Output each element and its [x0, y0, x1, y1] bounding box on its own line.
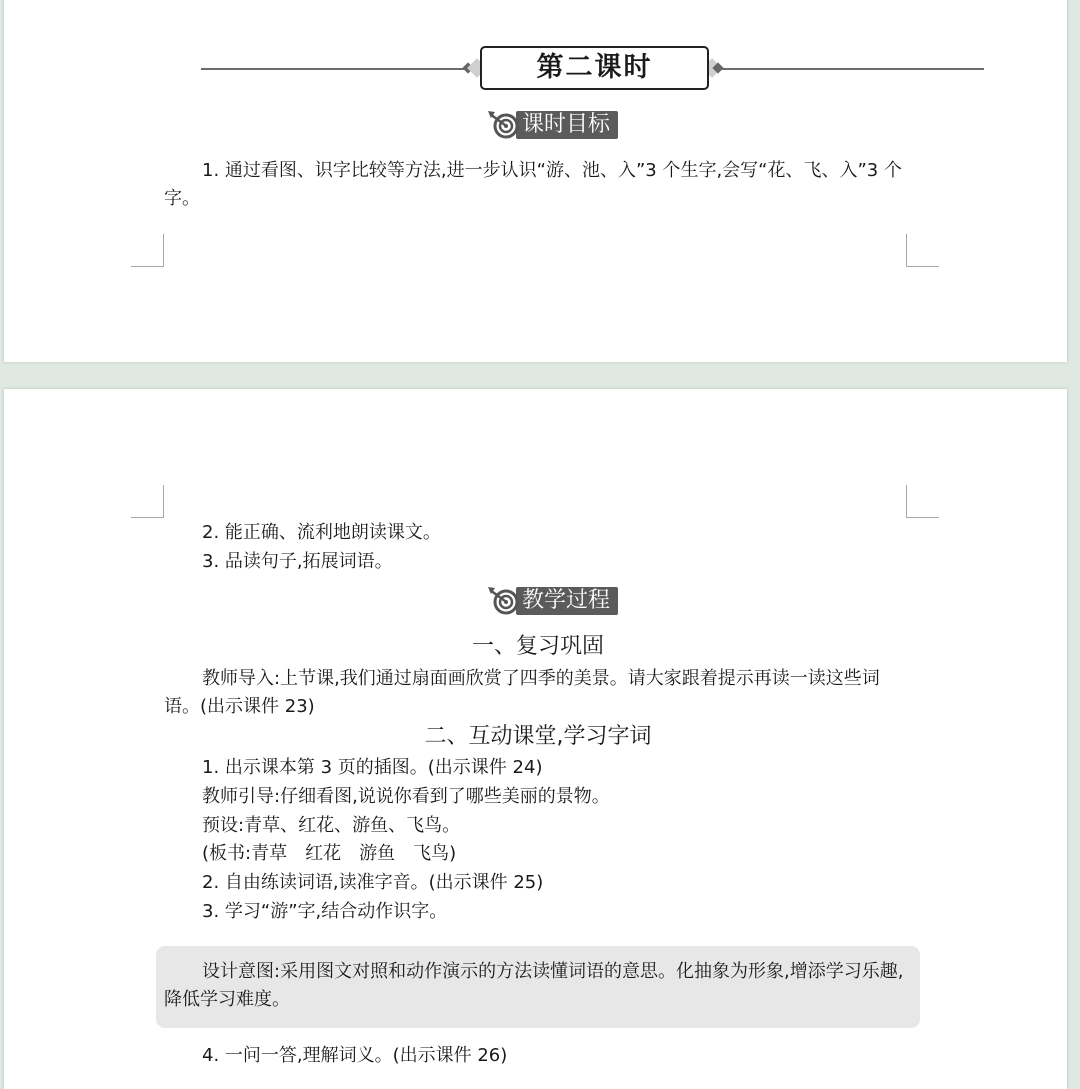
document-page-2	[4, 389, 1067, 1089]
objective-item-2: 2. 能正确、流利地朗读课文。	[202, 522, 441, 543]
crop-mark-top-left	[131, 485, 164, 518]
header-rule-left	[201, 68, 467, 70]
section-2-line-2: 教师引导:仔细看图,说说你看到了哪些美丽的景物。	[202, 786, 610, 807]
crop-mark-top-right	[906, 485, 939, 518]
document-page-1	[4, 0, 1067, 362]
objectives-badge-label: 课时目标	[516, 111, 618, 139]
design-intent-text: 设计意图:采用图文对照和动作演示的方法读懂词语的意思。化抽象为形象,增添学习乐趣,降低学习难度。	[164, 961, 904, 1010]
board-word: 游鱼	[359, 843, 396, 864]
blackboard-words	[164, 840, 912, 868]
lesson-title: 第二课时	[480, 46, 709, 90]
crop-mark-top-left	[131, 234, 164, 267]
section-2-line-1: 1. 出示课本第 3 页的插图。(出示课件 24)	[202, 757, 543, 778]
target-icon	[488, 110, 520, 140]
design-intent-box	[156, 946, 920, 1028]
section-2-line-6: 3. 学习“游”字,结合动作识字。	[202, 901, 448, 922]
crop-mark-top-right	[906, 234, 939, 267]
board-word: 青草	[251, 843, 288, 864]
section-heading-2: 二、互动课堂,学习字词	[424, 724, 652, 749]
section-2-line-7: 4. 一问一答,理解词义。(出示课件 26)	[202, 1045, 508, 1066]
process-badge	[488, 586, 618, 616]
target-icon	[488, 586, 520, 616]
board-prefix: (板书:	[202, 843, 252, 864]
board-word: 红花	[305, 843, 342, 864]
section-2-line-5: 2. 自由练读词语,读准字音。(出示课件 25)	[202, 872, 544, 893]
section-heading-1: 一、复习巩固	[471, 634, 604, 659]
objective-item-3: 3. 品读句子,拓展词语。	[202, 551, 393, 572]
objective-item-1: 1. 通过看图、识字比较等方法,进一步认识“游、池、入”3 个生字,会写“花、飞、入”3 个字。	[164, 160, 902, 209]
section-1-text: 教师导入:上节课,我们通过扇面画欣赏了四季的美景。请大家跟着提示再读一读这些词语。(出示课件 23)	[164, 668, 880, 717]
objectives-badge	[488, 110, 618, 140]
board-word: 飞鸟)	[413, 843, 457, 864]
header-rule-right	[718, 68, 984, 70]
section-2-line-3: 预设:青草、红花、游鱼、飞鸟。	[202, 815, 461, 836]
process-badge-label: 教学过程	[516, 587, 618, 615]
